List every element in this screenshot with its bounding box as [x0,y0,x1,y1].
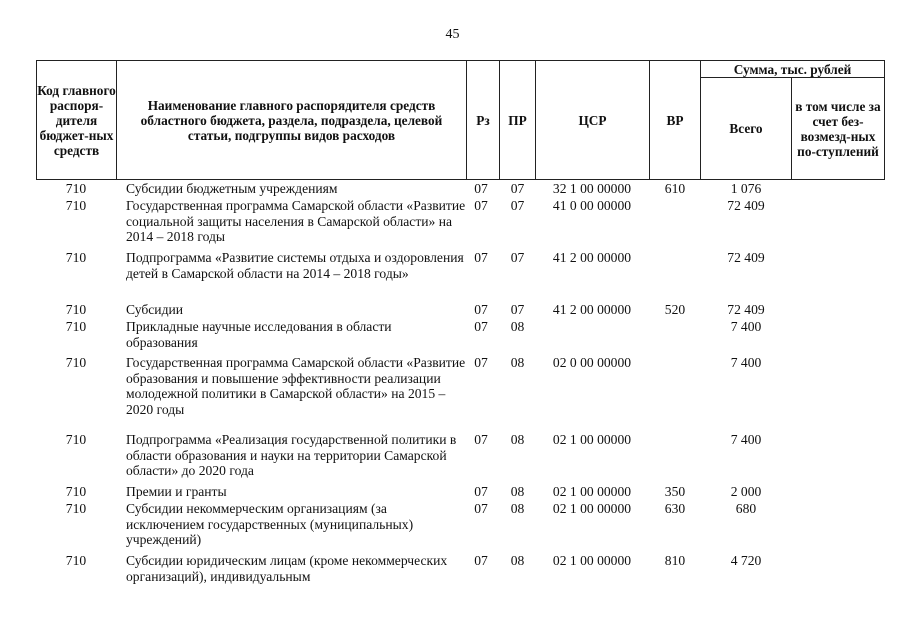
cell-name: Подпрограмма «Развитие системы отдыха и оздоровления детей в Самарской области на 2014 – 2018 годы» [126,250,464,281]
cell-total: 1 076 [730,181,762,196]
cell-name: Субсидии юридическим лицам (кроме некоммерческих организаций), индивидуальным [126,553,448,584]
cell-code: 710 [65,198,87,213]
cell-rz: 07 [474,302,488,317]
cell-pr: 08 [510,355,525,370]
cell-total: 7 400 [730,432,762,447]
cell-name: Субсидии бюджетным учреждениям [126,181,338,196]
cell-total: 72 409 [727,302,765,317]
cell-code: 710 [65,302,87,317]
cell-pr: 08 [510,432,525,447]
cell-name: Прикладные научные исследования в области образования [126,319,392,350]
cell-total: 7 400 [730,319,762,334]
cell-pr: 07 [510,250,525,265]
cell-pr: 07 [510,181,525,196]
cell-total: 7 400 [730,355,762,370]
cell-rz: 07 [474,198,488,213]
cell-code: 710 [65,250,87,265]
header-total: Всего [729,121,763,136]
header-rz: Рз [476,112,490,128]
table-header [36,60,885,180]
cell-csr: 02 0 00 00000 [552,355,632,370]
cell-csr: 02 1 00 00000 [552,553,632,568]
cell-csr: 41 2 00 00000 [552,250,632,265]
header-pr: ПР [508,112,527,128]
cell-pr: 08 [510,501,525,516]
cell-total: 2 000 [730,484,762,499]
cell-vr: 810 [664,553,686,568]
cell-code: 710 [65,181,87,196]
cell-rz: 07 [474,553,488,568]
header-sum: Сумма, тыс. рублей [733,61,852,77]
cell-name: Субсидии [126,302,184,317]
cell-name: Государственная программа Самарской области «Развитие образования и повышение эффективности реализации молодежной политики в Самарской области» на 2015 – 2020 годы [126,355,466,417]
cell-rz: 07 [474,355,488,370]
cell-rz: 07 [474,501,488,516]
cell-total: 72 409 [727,250,765,265]
cell-csr: 02 1 00 00000 [552,501,632,516]
header-code: Код главного распоря-дителя бюджет-ных средств [37,82,116,158]
cell-vr: 520 [664,302,686,317]
cell-name: Государственная программа Самарской области «Развитие социальной защиты населения в Самарской области» на 2014 – 2018 годы [126,198,466,244]
cell-rz: 07 [474,250,488,265]
cell-pr: 07 [510,198,525,213]
header-name: Наименование главного распорядителя средств областного бюджета, раздела, подраздела, целевой статьи, подгруппы видов расходов [140,97,443,143]
cell-code: 710 [65,484,87,499]
cell-csr: 41 0 00 00000 [552,198,632,213]
cell-csr: 41 2 00 00000 [552,302,632,317]
cell-total: 4 720 [730,553,762,568]
header-vr: ВР [666,112,684,128]
cell-name: Подпрограмма «Реализация государственной политики в области образования и науки на территории Самарской области» до 2020 года [126,432,457,478]
cell-name: Премии и гранты [126,484,227,499]
page-number: 45 [445,27,460,42]
cell-pr: 08 [510,484,525,499]
cell-vr: 630 [664,501,686,516]
cell-total: 72 409 [727,198,765,213]
cell-pr: 08 [510,319,525,334]
cell-csr: 02 1 00 00000 [552,432,632,447]
cell-rz: 07 [474,484,488,499]
cell-code: 710 [65,501,87,516]
header-bez: в том числе за счет без-возмезд-ных по-ступлений [795,98,881,159]
cell-csr: 02 1 00 00000 [552,484,632,499]
cell-pr: 07 [510,302,525,317]
cell-code: 710 [65,553,87,568]
cell-name: Субсидии некоммерческим организациям (за исключением государственных (муниципальных) учреждений) [126,501,414,547]
cell-code: 710 [65,355,87,370]
cell-rz: 07 [474,319,488,334]
cell-code: 710 [65,319,87,334]
cell-pr: 08 [510,553,525,568]
cell-csr: 32 1 00 00000 [552,181,632,196]
cell-total: 680 [735,501,757,516]
cell-code: 710 [65,432,87,447]
cell-vr: 610 [664,181,686,196]
cell-rz: 07 [474,181,488,196]
cell-vr: 350 [664,484,686,499]
header-csr: ЦСР [578,112,607,128]
cell-rz: 07 [474,432,488,447]
